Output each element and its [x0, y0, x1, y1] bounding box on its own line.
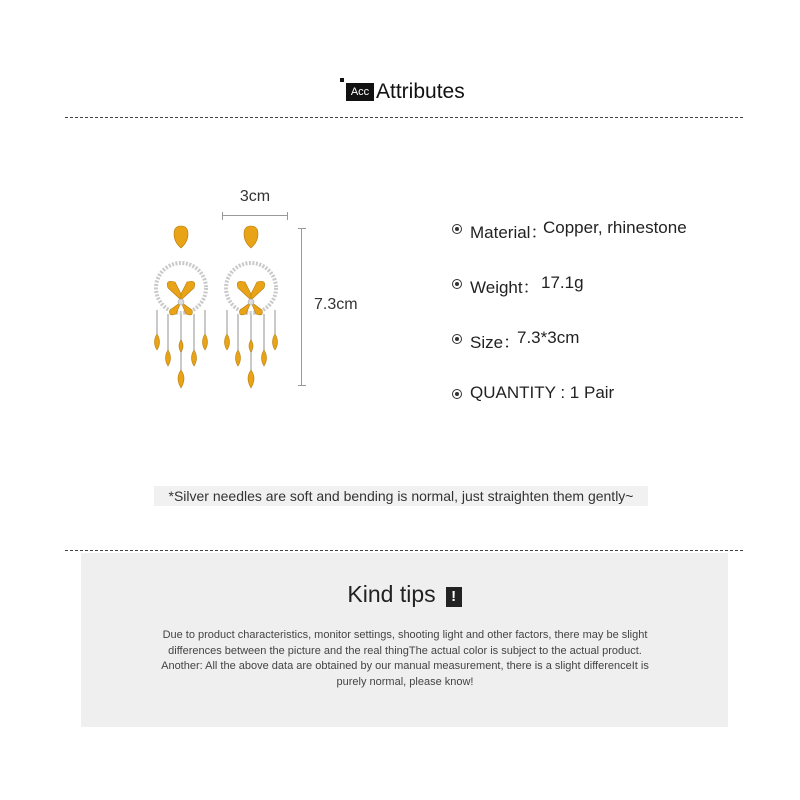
target-bullet-icon [452, 224, 462, 234]
kind-tips-text [105, 628, 705, 690]
header-title: Attributes [376, 80, 465, 103]
target-bullet-icon [452, 279, 462, 289]
right-earring [225, 226, 278, 388]
header-badge: Acc [346, 83, 374, 101]
header-dot [340, 78, 344, 82]
attribute-label: Material： [470, 223, 548, 242]
silver-needle-note: *Silver needles are soft and bending is normal, just straighten them gently~ [154, 486, 648, 506]
width-dimension-line [222, 215, 288, 216]
attribute-label: Size： [470, 333, 521, 352]
target-bullet-icon [452, 334, 462, 344]
tips-line: differences between the picture and the real thingThe actual color is subject to the actual product. [168, 644, 642, 657]
attribute-value: 7.3*3cm [517, 328, 580, 347]
kind-tips-title: Kind tips [347, 581, 436, 607]
attribute-label: Weight： [470, 278, 540, 297]
bottom-divider [65, 550, 743, 551]
tips-line: Due to product characteristics, monitor settings, shooting light and other factors, there may be slight [162, 629, 648, 641]
chandelier-earrings-image [148, 222, 288, 392]
top-divider [65, 117, 743, 118]
tips-line: Another: All the above data are obtained by our manual measurement, there is a slight differenceIt is [161, 660, 649, 672]
exclamation-icon: ! [446, 587, 462, 607]
attribute-label: QUANTITY : 1 Pair [470, 383, 615, 402]
kind-tips-panel [81, 553, 728, 727]
width-dimension-label: 3cm [239, 188, 271, 205]
attributes-header [0, 78, 800, 108]
attribute-value: 17.1g [541, 273, 584, 292]
target-bullet-icon [452, 389, 462, 399]
left-earring [155, 226, 208, 388]
kind-tips-heading [81, 581, 728, 608]
tips-line: purely normal, please know! [336, 675, 474, 688]
height-dimension-label: 7.3cm [314, 296, 358, 313]
height-dimension-line [301, 228, 302, 386]
attribute-value: Copper, rhinestone [543, 218, 687, 237]
